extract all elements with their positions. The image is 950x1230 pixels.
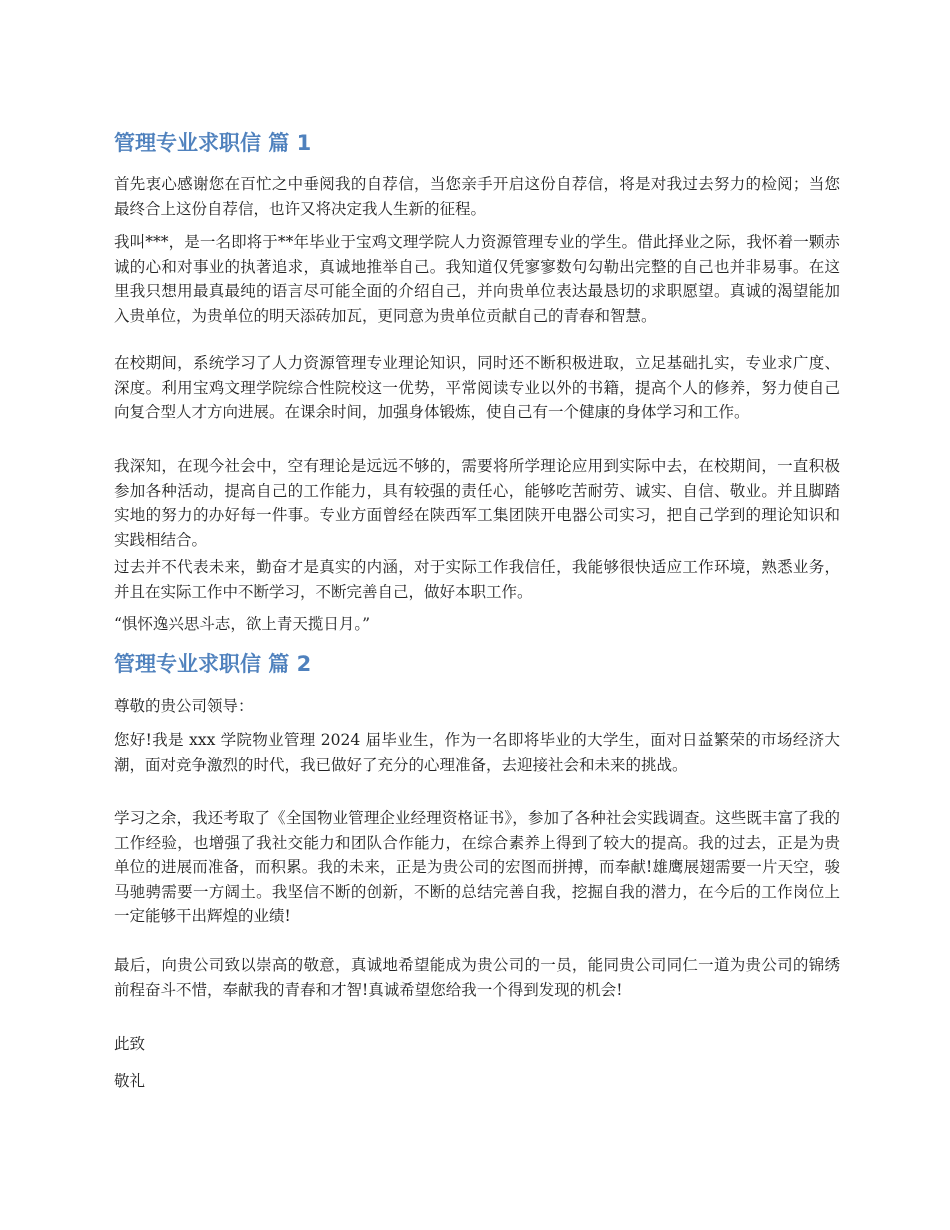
closing-cizhi: 此致 — [114, 1035, 146, 1053]
section-2-paragraph-1: 您好!我是 xxx 学院物业管理 2024 届毕业生，作为一名即将毕业的大学生，面对日益繁荣的市场经济大潮，面对竞争激烈的时代，我已做好了充分的心理准备，去迎接社会和未来的挑战。 — [114, 731, 840, 774]
section-1-paragraph-3: 在校期间，系统学习了人力资源管理专业理论知识，同时还不断积极进取，立足基础扎实，专业求广度、深度。利用宝鸡文理学院综合性院校这一优势，平常阅读专业以外的书籍，提高个人的修养，努力使自己向复合型人才方向进展。在课余时间，加强身体锻炼，使自己有一个健康的身体学习和工作。 — [114, 354, 840, 421]
section-1-paragraph-5: 过去并不代表未来，勤奋才是真实的内涵，对于实际工作我信任，我能够很快适应工作环境，熟悉业务，并且在实际工作中不断学习，不断完善自己，做好本职工作。 — [114, 558, 840, 601]
section-2-salutation: 尊敬的贵公司领导： — [114, 697, 254, 715]
section-1-paragraph-4: 我深知，在现今社会中，空有理论是远远不够的，需要将所学理论应用到实际中去，在校期间，一直积极参加各种活动，提高自己的工作能力，具有较强的责任心，能够吃苦耐劳、诚实、自信、敬业。并且脚踏实地的努力的办好每一件事。专业方面曾经在陕西军工集团陕开电器公司实习，把自己学到的理论知识和实践相结合。 — [114, 457, 840, 549]
section-2-paragraph-3: 最后，向贵公司致以崇高的敬意，真诚地希望能成为贵公司的一员，能同贵公司同仁一道为贵公司的锦绣前程奋斗不惜，奉献我的青春和才智!真诚希望您给我一个得到发现的机会! — [114, 956, 840, 999]
section-1-title: 管理专业求职信 篇 1 — [114, 131, 312, 155]
section-1-quote: “惧怀逸兴思斗志，欲上青天揽日月。” — [114, 615, 371, 633]
section-1-paragraph-2: 我叫***，是一名即将于**年毕业于宝鸡文理学院人力资源管理专业的学生。借此择业之际，我怀着一颗赤诚的心和对事业的执著追求，真诚地推举自己。我知道仅凭寥寥数句勾勒出完整的自己也并非易事。在这里我只想用最真最纯的语言尽可能全面的介绍自己，并向贵单位表达最恳切的求职愿望。真诚的渴望能加入贵单位，为贵单位的明天添砖加瓦，更同意为贵单位贡献自己的青春和智慧。 — [114, 233, 840, 325]
section-2-title: 管理专业求职信 篇 2 — [114, 652, 312, 676]
closing-jingli: 敬礼 — [114, 1072, 146, 1090]
section-1-paragraph-1: 首先衷心感谢您在百忙之中垂阅我的自荐信，当您亲手开启这份自荐信，将是对我过去努力的检阅；当您最终合上这份自荐信，也许又将决定我人生新的征程。 — [114, 175, 840, 218]
section-2-paragraph-2: 学习之余，我还考取了《全国物业管理企业经理资格证书》，参加了各种社会实践调查。这些既丰富了我的工作经验，也增强了我社交能力和团队合作能力，在综合素养上得到了较大的提高。我的过去，正是为贵单位的进展而准备，而积累。我的未来，正是为贵公司的宏图而拼搏，而奉献!雄鹰展翅需要一片天空，骏马驰骋需要一方阔土。我坚信不断的创新，不断的总结完善自我，挖掘自我的潜力，在今后的工作岗位上一定能够干出辉煌的业绩! — [114, 809, 840, 925]
